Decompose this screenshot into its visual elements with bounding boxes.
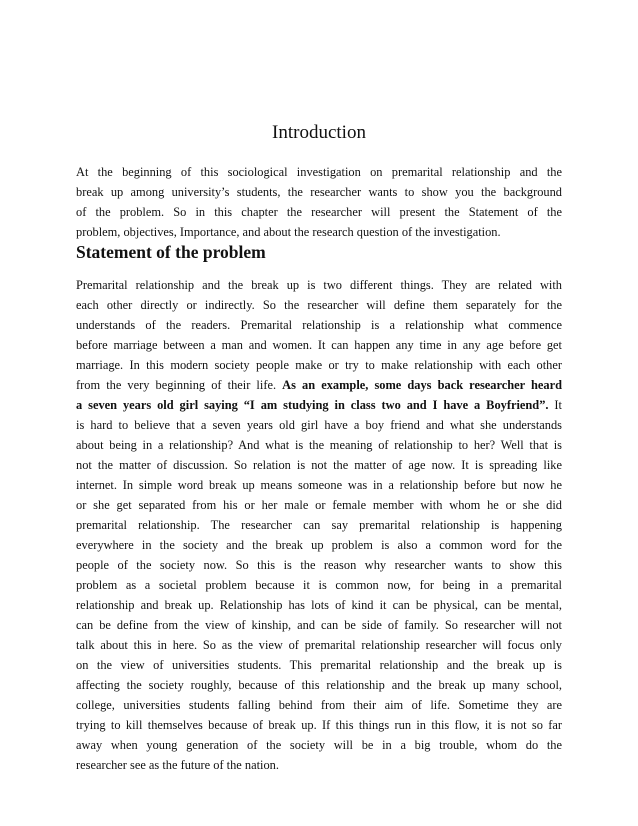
bold-text-run: As an example, some days back researcher heard: [282, 378, 562, 392]
text-run: from the very beginning of their life.: [76, 378, 283, 392]
text-run: premarital relationship. The researcher can say premarital relationship is happening: [76, 518, 562, 532]
body-line: [76, 675, 562, 695]
body-line: [76, 275, 562, 295]
body-line: [76, 475, 562, 495]
text-run: It: [548, 398, 562, 412]
body-line: [76, 415, 562, 435]
text-run: on the view of universities students. This premarital relationship and the break up is: [76, 658, 562, 672]
intro-line: At the beginning of this sociological investigation on premarital relationship and the: [76, 165, 562, 179]
body-line: [76, 435, 562, 455]
body-line: [76, 555, 562, 575]
body-line: [76, 715, 562, 735]
text-run: Premarital relationship and the break up is two different things. They are related with: [76, 278, 562, 292]
text-run: before marriage between a man and women. It can happen any time in any age before get: [76, 338, 562, 352]
text-run: marriage. In this modern society people make or try to make relationship with each other: [76, 358, 562, 372]
text-run: away when young generation of the society will be in a big trouble, whom do the: [76, 738, 562, 752]
body-line: [76, 655, 562, 675]
text-run: or she get separated from his or her male or female member with whom he or she did: [76, 498, 562, 512]
body-line: [76, 515, 562, 535]
text-run: relationship and break up. Relationship has lots of kind it can be physical, can be mental,: [76, 598, 562, 612]
body-line: [76, 615, 562, 635]
body-paragraph: [76, 275, 562, 775]
body-line: [76, 455, 562, 475]
intro-line: of the problem. So in this chapter the researcher will present the Statement of the: [76, 205, 562, 219]
page-title: Introduction: [272, 122, 366, 143]
body-line: [76, 575, 562, 595]
text-run: is hard to believe that a seven years old girl have a boy friend and what she understands: [76, 418, 562, 432]
text-run: talk about this in here. So as the view of premarital relationship researcher will focus only: [76, 638, 562, 652]
text-run: everywhere in the society and the break up problem is also a common word for the: [76, 538, 562, 552]
text-run: not the matter of discussion. So relation is not the matter of age now. It is spreading like: [76, 458, 562, 472]
body-line: [76, 735, 562, 755]
body-line: [76, 355, 562, 375]
text-run: college, universities students falling behind from their aim of life. Sometime they are: [76, 698, 562, 712]
text-run: can be define from the view of kinship, and can be side of family. So researcher will not: [76, 618, 562, 632]
text-run: about being in a relationship? And what is the meaning of relationship to her? Well that is: [76, 438, 562, 452]
intro-paragraph: [76, 162, 562, 242]
text-run: researcher see as the future of the nation.: [76, 758, 279, 772]
body-line: [76, 495, 562, 515]
text-run: people of the society now. So this is the reason why researcher wants to show this: [76, 558, 562, 572]
text-run: problem as a societal problem because it is common now, for being in a premarital: [76, 578, 562, 592]
text-run: understands of the readers. Premarital relationship is a relationship what commence: [76, 318, 562, 332]
text-run: internet. In simple word break up means someone was in a relationship before but now he: [76, 478, 562, 492]
intro-line: break up among university’s students, the researcher wants to show you the background: [76, 185, 562, 199]
body-line: [76, 635, 562, 655]
body-line: [76, 535, 562, 555]
intro-line: problem, objectives, Importance, and about the research question of the investigation.: [76, 225, 501, 239]
body-line: [76, 395, 562, 415]
body-line: [76, 755, 562, 775]
body-line: [76, 375, 562, 395]
body-line: [76, 595, 562, 615]
body-line: [76, 295, 562, 315]
text-run: trying to kill themselves because of break up. If this things run in this flow, it is not so far: [76, 718, 562, 732]
body-line: [76, 695, 562, 715]
body-line: [76, 315, 562, 335]
section-heading: Statement of the problem: [76, 242, 266, 262]
body-line: [76, 335, 562, 355]
text-run: affecting the society roughly, because of this relationship and the break up many school,: [76, 678, 562, 692]
bold-text-run: a seven years old girl saying “I am studying in class two and I have a Boyfriend”.: [76, 398, 549, 412]
text-run: each other directly or indirectly. So the researcher will define them separately for the: [76, 298, 562, 312]
